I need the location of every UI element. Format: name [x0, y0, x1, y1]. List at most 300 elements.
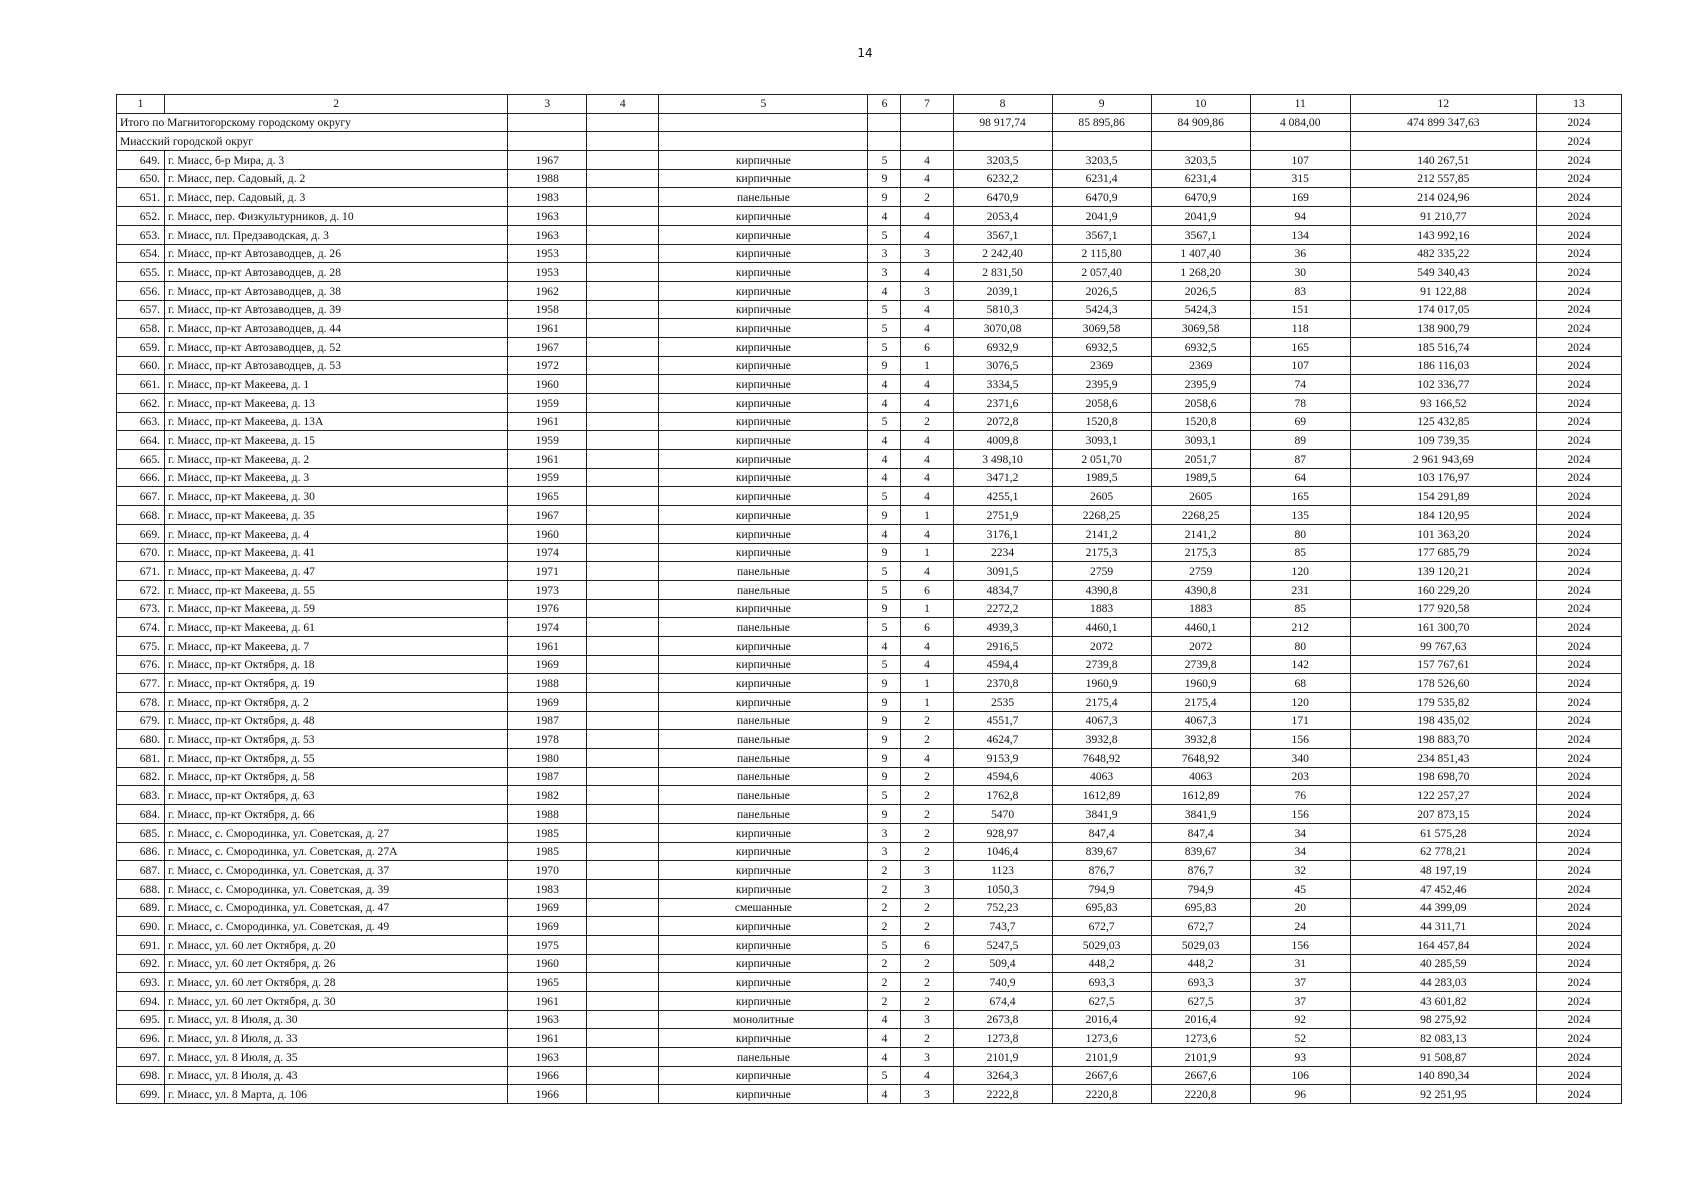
residential-area-cell: 2220,8 — [1151, 1085, 1250, 1104]
address-cell: г. Миасс, пр-кт Автозаводцев, д. 38 — [165, 281, 508, 300]
row-number: 650. — [117, 169, 165, 188]
residents-cell: 340 — [1250, 749, 1350, 768]
cost-cell: 82 083,13 — [1350, 1029, 1536, 1048]
table-row — [117, 767, 1622, 786]
column-4-cell — [587, 562, 659, 581]
residents-cell: 37 — [1250, 992, 1350, 1011]
address-cell: г. Миасс, ул. 8 Июля, д. 43 — [165, 1066, 508, 1085]
residential-area-cell: 448,2 — [1151, 954, 1250, 973]
entrances-cell: 4 — [901, 562, 953, 581]
total-area-cell: 1273,8 — [953, 1029, 1052, 1048]
entrances-cell: 2 — [901, 188, 953, 207]
total-area-cell: 3 498,10 — [953, 450, 1052, 469]
area-cell: 2175,4 — [1052, 693, 1151, 712]
year-built-cell: 1967 — [508, 506, 587, 525]
cost-cell: 198 698,70 — [1350, 767, 1536, 786]
column-4-cell — [587, 169, 659, 188]
plan-year-cell: 2024 — [1536, 1085, 1621, 1104]
table-row — [117, 337, 1622, 356]
wall-material-cell: панельные — [659, 618, 868, 637]
summary-c11 — [1250, 132, 1350, 151]
plan-year-cell: 2024 — [1536, 805, 1621, 824]
year-built-cell: 1983 — [508, 188, 587, 207]
column-4-cell — [587, 1029, 659, 1048]
wall-material-cell: кирпичные — [659, 599, 868, 618]
residential-area-cell: 7648,92 — [1151, 749, 1250, 768]
floors-cell: 2 — [868, 954, 901, 973]
row-number: 664. — [117, 431, 165, 450]
plan-year-cell: 2024 — [1536, 1066, 1621, 1085]
table-row — [117, 711, 1622, 730]
column-4-cell — [587, 618, 659, 637]
residential-area-cell: 3203,5 — [1151, 151, 1250, 170]
table-row — [117, 412, 1622, 431]
residents-cell: 134 — [1250, 225, 1350, 244]
entrances-cell: 2 — [901, 842, 953, 861]
table-row — [117, 524, 1622, 543]
cost-cell: 102 336,77 — [1350, 375, 1536, 394]
entrances-cell: 2 — [901, 823, 953, 842]
wall-material-cell: кирпичные — [659, 151, 868, 170]
residents-cell: 78 — [1250, 394, 1350, 413]
area-cell: 876,7 — [1052, 861, 1151, 880]
column-4-cell — [587, 468, 659, 487]
residential-area-cell: 1273,6 — [1151, 1029, 1250, 1048]
residential-area-cell: 2026,5 — [1151, 281, 1250, 300]
wall-material-cell: смешанные — [659, 898, 868, 917]
total-area-cell: 740,9 — [953, 973, 1052, 992]
summary-c13: 2024 — [1536, 113, 1621, 132]
area-cell: 2759 — [1052, 562, 1151, 581]
residential-area-cell: 1960,9 — [1151, 674, 1250, 693]
floors-cell: 4 — [868, 281, 901, 300]
residential-area-cell: 1520,8 — [1151, 412, 1250, 431]
row-number: 653. — [117, 225, 165, 244]
residential-area-cell: 2072 — [1151, 636, 1250, 655]
row-number: 672. — [117, 580, 165, 599]
floors-cell: 4 — [868, 431, 901, 450]
table-row — [117, 1066, 1622, 1085]
residential-area-cell: 3567,1 — [1151, 225, 1250, 244]
column-4-cell — [587, 674, 659, 693]
residential-area-cell: 1612,89 — [1151, 786, 1250, 805]
summary-c8 — [953, 132, 1052, 151]
year-built-cell: 1988 — [508, 805, 587, 824]
column-4-cell — [587, 450, 659, 469]
address-cell: г. Миасс, пр-кт Автозаводцев, д. 44 — [165, 319, 508, 338]
column-header: 1 — [117, 95, 165, 114]
address-cell: г. Миасс, пр-кт Автозаводцев, д. 39 — [165, 300, 508, 319]
table-row — [117, 281, 1622, 300]
plan-year-cell: 2024 — [1536, 1010, 1621, 1029]
area-cell: 4460,1 — [1052, 618, 1151, 637]
total-area-cell: 743,7 — [953, 917, 1052, 936]
summary-row — [117, 132, 1622, 151]
year-built-cell: 1970 — [508, 861, 587, 880]
table-row — [117, 207, 1622, 226]
empty-cell — [868, 132, 901, 151]
plan-year-cell: 2024 — [1536, 992, 1621, 1011]
cost-cell: 48 197,19 — [1350, 861, 1536, 880]
area-cell: 2058,6 — [1052, 394, 1151, 413]
plan-year-cell: 2024 — [1536, 524, 1621, 543]
entrances-cell: 4 — [901, 151, 953, 170]
area-cell: 2 057,40 — [1052, 263, 1151, 282]
year-built-cell: 1961 — [508, 1029, 587, 1048]
address-cell: г. Миасс, с. Смородинка, ул. Советская, д. 39 — [165, 879, 508, 898]
wall-material-cell: кирпичные — [659, 935, 868, 954]
entrances-cell: 3 — [901, 879, 953, 898]
total-area-cell: 2 242,40 — [953, 244, 1052, 263]
total-area-cell: 6932,9 — [953, 337, 1052, 356]
floors-cell: 9 — [868, 188, 901, 207]
floors-cell: 4 — [868, 1010, 901, 1029]
residential-area-cell: 794,9 — [1151, 879, 1250, 898]
table-row — [117, 319, 1622, 338]
summary-c13: 2024 — [1536, 132, 1621, 151]
area-cell: 627,5 — [1052, 992, 1151, 1011]
area-cell: 3203,5 — [1052, 151, 1151, 170]
column-4-cell — [587, 1048, 659, 1067]
cost-cell: 91 122,88 — [1350, 281, 1536, 300]
summary-label: Миасский городской округ — [117, 132, 508, 151]
empty-cell — [868, 113, 901, 132]
table-row — [117, 375, 1622, 394]
plan-year-cell: 2024 — [1536, 730, 1621, 749]
plan-year-cell: 2024 — [1536, 879, 1621, 898]
year-built-cell: 1961 — [508, 636, 587, 655]
plan-year-cell: 2024 — [1536, 823, 1621, 842]
floors-cell: 9 — [868, 356, 901, 375]
wall-material-cell: кирпичные — [659, 319, 868, 338]
cost-cell: 214 024,96 — [1350, 188, 1536, 207]
row-number: 668. — [117, 506, 165, 525]
floors-cell: 9 — [868, 805, 901, 824]
year-built-cell: 1960 — [508, 524, 587, 543]
entrances-cell: 6 — [901, 618, 953, 637]
residents-cell: 156 — [1250, 730, 1350, 749]
address-cell: г. Миасс, ул. 60 лет Октября, д. 20 — [165, 935, 508, 954]
wall-material-cell: кирпичные — [659, 1085, 868, 1104]
column-4-cell — [587, 337, 659, 356]
cost-cell: 93 166,52 — [1350, 394, 1536, 413]
residents-cell: 69 — [1250, 412, 1350, 431]
row-number: 685. — [117, 823, 165, 842]
row-number: 665. — [117, 450, 165, 469]
cost-cell: 44 399,09 — [1350, 898, 1536, 917]
wall-material-cell: кирпичные — [659, 992, 868, 1011]
wall-material-cell: кирпичные — [659, 823, 868, 842]
residents-cell: 32 — [1250, 861, 1350, 880]
address-cell: г. Миасс, пер. Садовый, д. 2 — [165, 169, 508, 188]
entrances-cell: 3 — [901, 281, 953, 300]
row-number: 679. — [117, 711, 165, 730]
entrances-cell: 4 — [901, 300, 953, 319]
floors-cell: 9 — [868, 599, 901, 618]
year-built-cell: 1969 — [508, 693, 587, 712]
residents-cell: 80 — [1250, 636, 1350, 655]
column-header: 13 — [1536, 95, 1621, 114]
total-area-cell: 2535 — [953, 693, 1052, 712]
residents-cell: 37 — [1250, 973, 1350, 992]
year-built-cell: 1960 — [508, 375, 587, 394]
empty-cell — [901, 113, 953, 132]
total-area-cell: 2072,8 — [953, 412, 1052, 431]
address-cell: г. Миасс, пр-кт Макеева, д. 41 — [165, 543, 508, 562]
residential-area-cell: 627,5 — [1151, 992, 1250, 1011]
floors-cell: 4 — [868, 1048, 901, 1067]
total-area-cell: 2053,4 — [953, 207, 1052, 226]
column-4-cell — [587, 898, 659, 917]
floors-cell: 2 — [868, 973, 901, 992]
total-area-cell: 2 831,50 — [953, 263, 1052, 282]
floors-cell: 3 — [868, 244, 901, 263]
table-row — [117, 188, 1622, 207]
column-header: 11 — [1250, 95, 1350, 114]
column-4-cell — [587, 207, 659, 226]
residents-cell: 231 — [1250, 580, 1350, 599]
entrances-cell: 2 — [901, 730, 953, 749]
wall-material-cell: кирпичные — [659, 356, 868, 375]
address-cell: г. Миасс, пр-кт Октября, д. 19 — [165, 674, 508, 693]
floors-cell: 5 — [868, 300, 901, 319]
entrances-cell: 4 — [901, 207, 953, 226]
wall-material-cell: панельные — [659, 786, 868, 805]
floors-cell: 3 — [868, 823, 901, 842]
row-number: 677. — [117, 674, 165, 693]
address-cell: г. Миасс, ул. 8 Июля, д. 33 — [165, 1029, 508, 1048]
plan-year-cell: 2024 — [1536, 337, 1621, 356]
table-row — [117, 992, 1622, 1011]
residential-area-cell: 5029,03 — [1151, 935, 1250, 954]
column-4-cell — [587, 805, 659, 824]
summary-row — [117, 113, 1622, 132]
table-row — [117, 935, 1622, 954]
address-cell: г. Миасс, пр-кт Макеева, д. 3 — [165, 468, 508, 487]
entrances-cell: 4 — [901, 375, 953, 394]
wall-material-cell: панельные — [659, 711, 868, 730]
column-4-cell — [587, 879, 659, 898]
year-built-cell: 1962 — [508, 281, 587, 300]
floors-cell: 9 — [868, 730, 901, 749]
row-number: 657. — [117, 300, 165, 319]
cost-cell: 103 176,97 — [1350, 468, 1536, 487]
residents-cell: 107 — [1250, 151, 1350, 170]
column-4-cell — [587, 1066, 659, 1085]
residential-area-cell: 3841,9 — [1151, 805, 1250, 824]
table-row — [117, 431, 1622, 450]
row-number: 699. — [117, 1085, 165, 1104]
wall-material-cell: кирпичные — [659, 263, 868, 282]
cost-cell: 91 508,87 — [1350, 1048, 1536, 1067]
floors-cell: 4 — [868, 1029, 901, 1048]
plan-year-cell: 2024 — [1536, 281, 1621, 300]
entrances-cell: 4 — [901, 394, 953, 413]
column-4-cell — [587, 225, 659, 244]
total-area-cell: 4594,4 — [953, 655, 1052, 674]
wall-material-cell: панельные — [659, 730, 868, 749]
residential-area-cell: 2058,6 — [1151, 394, 1250, 413]
cost-cell: 549 340,43 — [1350, 263, 1536, 282]
residents-cell: 118 — [1250, 319, 1350, 338]
residential-area-cell: 693,3 — [1151, 973, 1250, 992]
table-row — [117, 954, 1622, 973]
entrances-cell: 4 — [901, 1066, 953, 1085]
address-cell: г. Миасс, пр-кт Октября, д. 18 — [165, 655, 508, 674]
column-4-cell — [587, 188, 659, 207]
area-cell: 1273,6 — [1052, 1029, 1151, 1048]
column-header: 3 — [508, 95, 587, 114]
residents-cell: 85 — [1250, 543, 1350, 562]
year-built-cell: 1971 — [508, 562, 587, 581]
entrances-cell: 4 — [901, 431, 953, 450]
address-cell: г. Миасс, пр-кт Октября, д. 66 — [165, 805, 508, 824]
plan-year-cell: 2024 — [1536, 468, 1621, 487]
plan-year-cell: 2024 — [1536, 898, 1621, 917]
wall-material-cell: кирпичные — [659, 207, 868, 226]
residential-area-cell: 695,83 — [1151, 898, 1250, 917]
entrances-cell: 2 — [901, 1029, 953, 1048]
floors-cell: 2 — [868, 861, 901, 880]
plan-year-cell: 2024 — [1536, 506, 1621, 525]
plan-year-cell: 2024 — [1536, 954, 1621, 973]
residents-cell: 83 — [1250, 281, 1350, 300]
address-cell: г. Миасс, пр-кт Макеева, д. 55 — [165, 580, 508, 599]
column-4-cell — [587, 842, 659, 861]
wall-material-cell: кирпичные — [659, 543, 868, 562]
residents-cell: 165 — [1250, 337, 1350, 356]
floors-cell: 4 — [868, 1085, 901, 1104]
address-cell: г. Миасс, б-р Мира, д. 3 — [165, 151, 508, 170]
plan-year-cell: 2024 — [1536, 244, 1621, 263]
empty-cell — [508, 132, 587, 151]
year-built-cell: 1963 — [508, 207, 587, 226]
floors-cell: 5 — [868, 412, 901, 431]
year-built-cell: 1963 — [508, 1010, 587, 1029]
row-number: 671. — [117, 562, 165, 581]
summary-c9 — [1052, 132, 1151, 151]
area-cell: 5424,3 — [1052, 300, 1151, 319]
housing-register-table — [116, 94, 1622, 1104]
summary-c8: 98 917,74 — [953, 113, 1052, 132]
table-row — [117, 599, 1622, 618]
table-row — [117, 917, 1622, 936]
column-4-cell — [587, 730, 659, 749]
row-number: 667. — [117, 487, 165, 506]
floors-cell: 9 — [868, 693, 901, 712]
entrances-cell: 1 — [901, 599, 953, 618]
floors-cell: 5 — [868, 225, 901, 244]
address-cell: г. Миасс, пр-кт Октября, д. 53 — [165, 730, 508, 749]
year-built-cell: 1969 — [508, 898, 587, 917]
cost-cell: 161 300,70 — [1350, 618, 1536, 637]
cost-cell: 164 457,84 — [1350, 935, 1536, 954]
address-cell: г. Миасс, пр-кт Автозаводцев, д. 28 — [165, 263, 508, 282]
residents-cell: 94 — [1250, 207, 1350, 226]
area-cell: 2667,6 — [1052, 1066, 1151, 1085]
wall-material-cell: кирпичные — [659, 337, 868, 356]
year-built-cell: 1953 — [508, 263, 587, 282]
entrances-cell: 3 — [901, 244, 953, 263]
total-area-cell: 1050,3 — [953, 879, 1052, 898]
cost-cell: 179 535,82 — [1350, 693, 1536, 712]
floors-cell: 4 — [868, 524, 901, 543]
total-area-cell: 3471,2 — [953, 468, 1052, 487]
year-built-cell: 1958 — [508, 300, 587, 319]
total-area-cell: 928,97 — [953, 823, 1052, 842]
column-header: 7 — [901, 95, 953, 114]
entrances-cell: 2 — [901, 973, 953, 992]
cost-cell: 178 526,60 — [1350, 674, 1536, 693]
plan-year-cell: 2024 — [1536, 861, 1621, 880]
residents-cell: 68 — [1250, 674, 1350, 693]
year-built-cell: 1973 — [508, 580, 587, 599]
floors-cell: 5 — [868, 337, 901, 356]
entrances-cell: 2 — [901, 898, 953, 917]
residents-cell: 34 — [1250, 842, 1350, 861]
year-built-cell: 1966 — [508, 1066, 587, 1085]
residential-area-cell: 1 407,40 — [1151, 244, 1250, 263]
column-4-cell — [587, 487, 659, 506]
address-cell: г. Миасс, пр-кт Октября, д. 48 — [165, 711, 508, 730]
year-built-cell: 1967 — [508, 337, 587, 356]
wall-material-cell: кирпичные — [659, 281, 868, 300]
floors-cell: 4 — [868, 375, 901, 394]
cost-cell: 160 229,20 — [1350, 580, 1536, 599]
year-built-cell: 1988 — [508, 169, 587, 188]
cost-cell: 122 257,27 — [1350, 786, 1536, 805]
cost-cell: 140 890,34 — [1350, 1066, 1536, 1085]
total-area-cell: 9153,9 — [953, 749, 1052, 768]
floors-cell: 9 — [868, 711, 901, 730]
year-built-cell: 1978 — [508, 730, 587, 749]
year-built-cell: 1965 — [508, 487, 587, 506]
column-4-cell — [587, 394, 659, 413]
address-cell: г. Миасс, пр-кт Макеева, д. 30 — [165, 487, 508, 506]
summary-c12: 474 899 347,63 — [1350, 113, 1536, 132]
address-cell: г. Миасс, пр-кт Октября, д. 2 — [165, 693, 508, 712]
wall-material-cell: кирпичные — [659, 1029, 868, 1048]
wall-material-cell: панельные — [659, 580, 868, 599]
residents-cell: 151 — [1250, 300, 1350, 319]
year-built-cell: 1961 — [508, 992, 587, 1011]
total-area-cell: 1762,8 — [953, 786, 1052, 805]
plan-year-cell: 2024 — [1536, 300, 1621, 319]
row-number: 687. — [117, 861, 165, 880]
residents-cell: 106 — [1250, 1066, 1350, 1085]
residential-area-cell: 1883 — [1151, 599, 1250, 618]
cost-cell: 177 685,79 — [1350, 543, 1536, 562]
floors-cell: 9 — [868, 767, 901, 786]
total-area-cell: 5470 — [953, 805, 1052, 824]
row-number: 673. — [117, 599, 165, 618]
address-cell: г. Миасс, ул. 60 лет Октября, д. 30 — [165, 992, 508, 1011]
wall-material-cell: панельные — [659, 1048, 868, 1067]
year-built-cell: 1966 — [508, 1085, 587, 1104]
column-header: 8 — [953, 95, 1052, 114]
year-built-cell: 1985 — [508, 842, 587, 861]
table-row — [117, 730, 1622, 749]
column-4-cell — [587, 356, 659, 375]
year-built-cell: 1988 — [508, 674, 587, 693]
cost-cell: 91 210,77 — [1350, 207, 1536, 226]
row-number: 689. — [117, 898, 165, 917]
residents-cell: 120 — [1250, 562, 1350, 581]
total-area-cell: 2101,9 — [953, 1048, 1052, 1067]
table-row — [117, 879, 1622, 898]
table-body — [117, 95, 1622, 1104]
residential-area-cell: 672,7 — [1151, 917, 1250, 936]
